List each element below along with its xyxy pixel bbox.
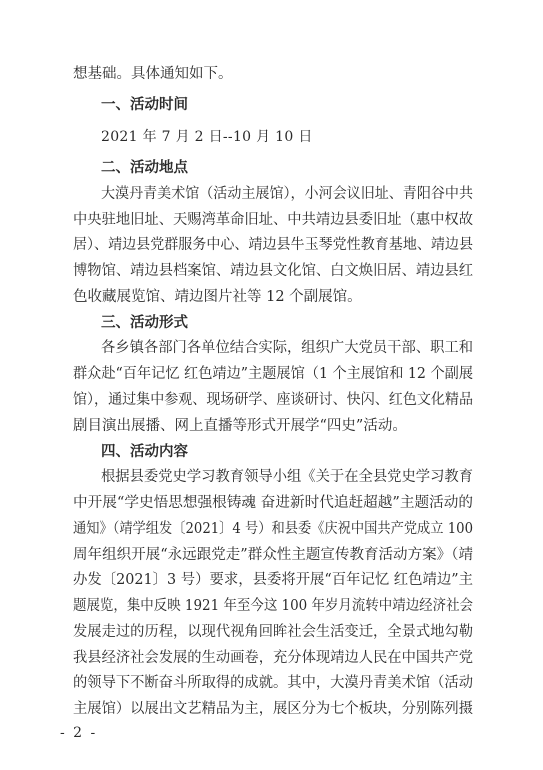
section-heading-format: 三、活动形式: [101, 315, 188, 331]
content-line-2: 中开展“学史悟思想强根铸魂 奋进新时代追赶超越”主题活动的: [73, 495, 473, 511]
content-line-8: 我县经济社会发展的生动画卷，充分体现靖边人民在中国共产党: [73, 650, 473, 666]
content-line-9: 的领导下不断奋斗所取得的成就。其中，大漠丹青美术馆（活动: [73, 675, 473, 691]
format-line-3: 馆），通过集中参观、现场研学、座谈研讨、快闪、红色文化精品: [73, 392, 473, 408]
content-line-5: 办发〔2021〕3 号）要求，县委将开展“百年记忆 红色靖边”主: [73, 572, 473, 588]
page-number: - 2 -: [60, 725, 98, 741]
location-line-3: 居）、靖边县党群服务中心、靖边县牛玉琴党性教育基地、靖边县: [73, 237, 473, 253]
activity-date-line: 2021 年 7 月 2 日--10 月 10 日: [101, 129, 313, 145]
content-line-6: 题展览，集中反映 1921 年至今这 100 年岁月流转中靖边经济社会: [73, 598, 473, 614]
location-line-2: 中央驻地旧址、天赐湾革命旧址、中共靖边县委旧址（惠中权故: [73, 212, 473, 228]
location-line-1: 大漠丹青美术馆（活动主展馆），小河会议旧址、青阳谷中共: [101, 186, 473, 202]
format-line-2: 群众赴“百年记忆 红色靖边”主题展馆（1 个主展馆和 12 个副展: [73, 366, 473, 382]
intro-tail-line: 想基础。具体通知如下。: [73, 66, 233, 82]
section-heading-location: 二、活动地点: [101, 160, 188, 176]
format-line-4: 剧目演出展播、网上直播等形式开展学“四史”活动。: [73, 418, 407, 434]
location-line-5: 色收藏展览馆、靖边图片社等 12 个副展馆。: [73, 289, 362, 305]
section-heading-time: 一、活动时间: [101, 97, 188, 113]
content-line-1: 根据县委党史学习教育领导小组《关于在全县党史学习教育: [101, 469, 473, 485]
content-line-3: 通知》（靖学组发〔2021〕4 号）和县委《庆祝中国共产党成立 100: [73, 521, 473, 537]
content-line-7: 发展走过的历程，以现代视角回眸社会生活变迁，全景式地勾勒: [73, 624, 473, 640]
format-line-1: 各乡镇各部门各单位结合实际，组织广大党员干部、职工和: [101, 340, 473, 356]
location-line-4: 博物馆、靖边县档案馆、靖边县文化馆、白文焕旧居、靖边县红: [73, 263, 473, 279]
section-heading-content: 四、活动内容: [101, 444, 188, 460]
content-line-4: 周年组织开展“永远跟党走”群众性主题宣传教育活动方案》（靖: [73, 547, 473, 563]
content-line-10: 主展馆）以展出文艺精品为主，展区分为七个板块，分别陈列摄: [73, 701, 473, 717]
